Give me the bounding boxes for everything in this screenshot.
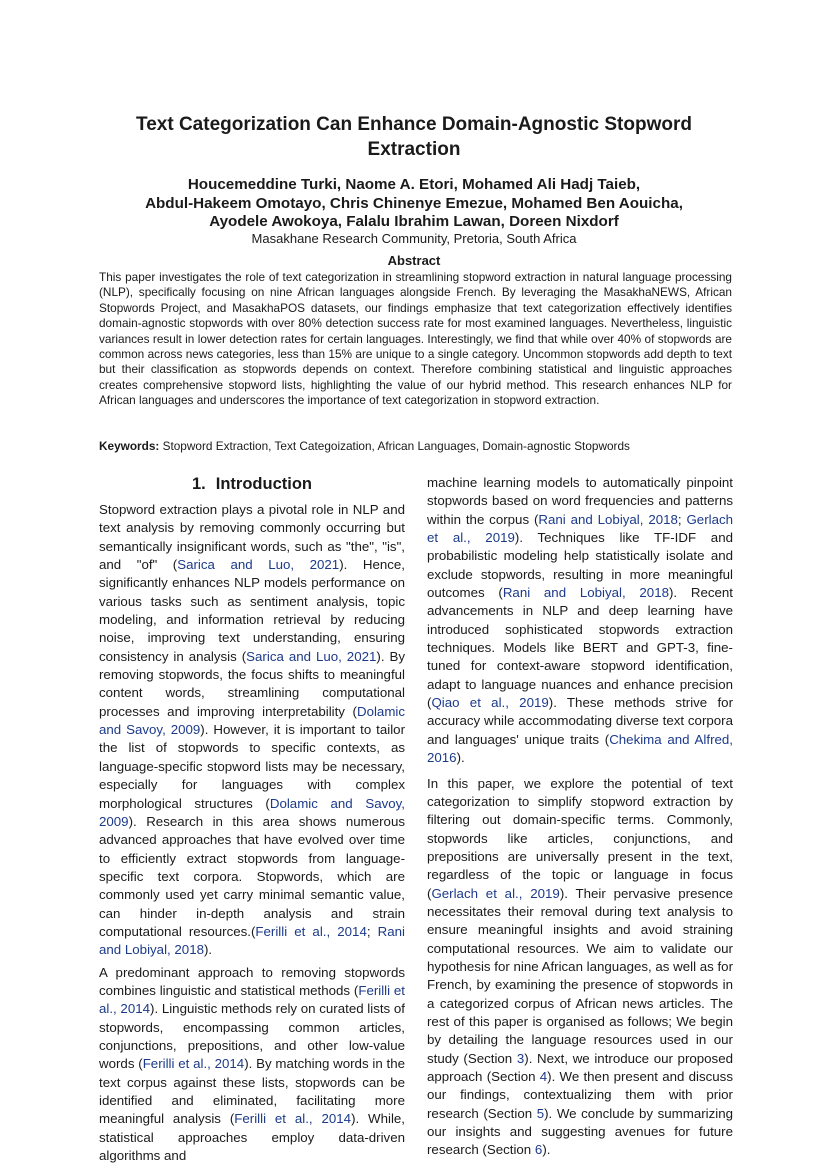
paragraph-text: Stopword extraction plays a pivotal role in NLP and text analysis by removing commonly occurring but semantically insignificant words, such as "the", "is", and "of" ( xyxy=(99,502,405,573)
paragraph-text: ). xyxy=(542,1142,551,1158)
paragraph-text: ). xyxy=(204,942,213,958)
citation-link[interactable]: Qiao et al., 2019 xyxy=(431,695,549,711)
citation-link[interactable]: Rani and Lobiyal, 2018 xyxy=(502,585,669,601)
author-line: Ayodele Awokoya, Falalu Ibrahim Lawan, Doreen Nixdorf xyxy=(209,213,619,230)
affiliation: Masakhane Research Community, Pretoria, South Africa xyxy=(251,231,577,246)
paragraph-text: ). However, it is important to tailor the list of stopwords to specific contexts, as language-specific stopword lists may be necessary, especially for languages with complex morphological structures ( xyxy=(99,722,405,811)
author-list xyxy=(90,176,738,232)
citation-link[interactable]: Dolamic and Savoy, 2009 xyxy=(99,795,405,829)
abstract-text: This paper investigates the role of text categorization in streamlining stopword extraction in natural language processing (NLP), specifically focusing on nine African languages alongside French. By leveraging the MasakhaNEWS, African Stopwords Project, and MasakhaPOS datasets, our findings emphasize that text categorization effectively identifies domain-agnostic stopwords with over 80% detection success rate for most examined languages. Nevertheless, linguistic variances result in lower detection rates for certain languages. Interestingly, we find that while over 40% of stopwords are common across news categories, less than 15% are unique to a single category. Uncommon stopwords add depth to text but their classification as stopwords depends on context. Therefore combining statistical and linguistic approaches creates comprehensive stopword lists, highlighting the value of our hybrid method. This research enhances NLP for African languages and underscores the importance of text categorization in stopword extraction. xyxy=(99,270,732,408)
citation-link[interactable]: Dolamic and Savoy, 2009 xyxy=(99,703,405,738)
abstract-heading: Abstract xyxy=(387,253,441,268)
citation-link[interactable]: Rani and Lobiyal, 2018 xyxy=(538,511,678,527)
left-column xyxy=(99,472,405,1165)
paragraph xyxy=(99,501,405,960)
paper-title: Text Categorization Can Enhance Domain-Agnostic Stopword Extraction xyxy=(136,114,692,160)
citation-link[interactable]: Sarica and Luo, 2021 xyxy=(246,648,377,664)
paragraph-text: ). Techniques like TF-IDF and probabilistic modeling help statistically isolate and exclude stopwords, resulting in more meaningful outcomes ( xyxy=(427,530,733,601)
citation-link[interactable]: Gerlach et al., 2019 xyxy=(427,511,734,546)
right-column xyxy=(427,474,733,1160)
paragraph-text: ). Their pervasive presence necessitates their removal during text analysis to ensure meaningful insights and avoid straining computational resources. We aim to validate our hypothesis for nine African languages, as well as for French, by examining the presence of stopwords in a categorized corpus of African news articles. The rest of this paper is organised as follows; We begin by detailing the language resources used in our study (Section xyxy=(427,885,734,1066)
citation-link[interactable]: Rani and Lobiyal, 2018 xyxy=(99,923,405,958)
citation-link[interactable]: 3 xyxy=(516,1050,525,1066)
section-heading xyxy=(99,474,405,494)
citation-link[interactable]: Ferilli et al., 2014 xyxy=(255,923,367,939)
paragraph xyxy=(427,474,733,768)
paragraph-text: ). Hence, significantly enhances NLP models performance on various tasks such as sentiment analysis, topic modeling, and information retrieval by reducing noise, improving text understanding, ensuring consistency in analysis ( xyxy=(99,557,405,664)
citation-link[interactable]: 6 xyxy=(534,1142,543,1158)
paragraph-text: ). Next, we introduce our proposed approach (Section xyxy=(427,1050,734,1084)
paragraph-text: ). We then present and discuss our findings, contextualizing them with prior research (Section xyxy=(427,1069,733,1121)
paragraph-text: ). While, statistical approaches employ data-driven algorithms and xyxy=(99,1111,405,1164)
citation-link[interactable]: 5 xyxy=(536,1105,545,1121)
section-number: 1. xyxy=(192,475,206,493)
citation-link[interactable]: Ferilli et al., 2014 xyxy=(99,982,406,1017)
citation-link[interactable]: Sarica and Luo, 2021 xyxy=(177,557,340,573)
keywords-line xyxy=(99,439,732,454)
author-line: Houcemeddine Turki, Naome A. Etori, Mohamed Ali Hadj Taieb, xyxy=(187,176,641,193)
author-line: Abdul-Hakeem Omotayo, Chris Chinenye Emezue, Mohamed Ben Aouicha, xyxy=(145,194,683,212)
citation-link[interactable]: 4 xyxy=(539,1069,548,1084)
citation-link[interactable]: Gerlach et al., 2019 xyxy=(431,885,560,901)
paragraph-text: ; xyxy=(366,923,378,939)
keywords-label: Keywords: xyxy=(99,439,160,453)
paragraph-text: ; xyxy=(677,511,687,527)
paragraph-text: A predominant approach to removing stopwords combines linguistic and statistical methods ( xyxy=(99,964,405,998)
section-title: Introduction xyxy=(215,475,312,493)
paragraph-text: ). We conclude by summarizing our insights and suggesting avenues for future research (Section xyxy=(427,1105,733,1158)
paragraph-text: In this paper, we explore the potential of text categorization to simplify stopword extraction by filtering out domain-specific terms. Commonly, stopwords like articles, conjunctions, and prepositions are universally present in the text, regardless of the topic or language in focus ( xyxy=(427,775,733,901)
citation-link[interactable]: Chekima and Alfred, 2016 xyxy=(427,731,733,766)
citation-link[interactable]: Ferilli et al., 2014 xyxy=(234,1111,352,1127)
paragraph-text: machine learning models to automatically pinpoint stopwords based on word frequencies and patterns within the corpus ( xyxy=(427,475,733,527)
citation-link[interactable]: Ferilli et al., 2014 xyxy=(142,1056,245,1072)
paragraph xyxy=(427,775,733,1160)
paragraph-text: ). These methods strive for accuracy while accommodating diverse text corpora and languages' unique traits ( xyxy=(427,695,733,747)
paragraph-text: ). xyxy=(456,750,465,766)
paragraph-text: ). Research in this area shows numerous advanced approaches that have evolved over time to efficiently extract stopwords from language-specific text corpora. Stopwords, which are commonly used yet carry minimal semantic value, can hinder in-depth analysis and strain computational resources.( xyxy=(99,813,405,939)
paragraph xyxy=(99,964,405,1166)
keywords-text: Stopword Extraction, Text Categoization, African Languages, Domain-agnostic Stopwords xyxy=(162,439,630,453)
paragraph-text: ). By matching words in the text corpus against these lists, stopwords can be identified and eliminated, facilitating more meaningful analysis ( xyxy=(99,1056,405,1127)
paragraph-text: ). Linguistic methods rely on curated lists of stopwords, encompassing common articles, conjunctions, prepositions, and other low-value words ( xyxy=(99,1001,405,1072)
paragraph-text: ). Recent advancements in NLP and deep learning have introduced sophisticated stopwords extraction techniques. Models like BERT and GPT-3, fine-tuned for context-aware stopword identification, adapt to language nuances and enhance precision ( xyxy=(427,585,733,711)
paragraph-text: ). By removing stopwords, the focus shifts to meaningful content words, streamlining computational processes and improving interpretability ( xyxy=(99,648,405,719)
